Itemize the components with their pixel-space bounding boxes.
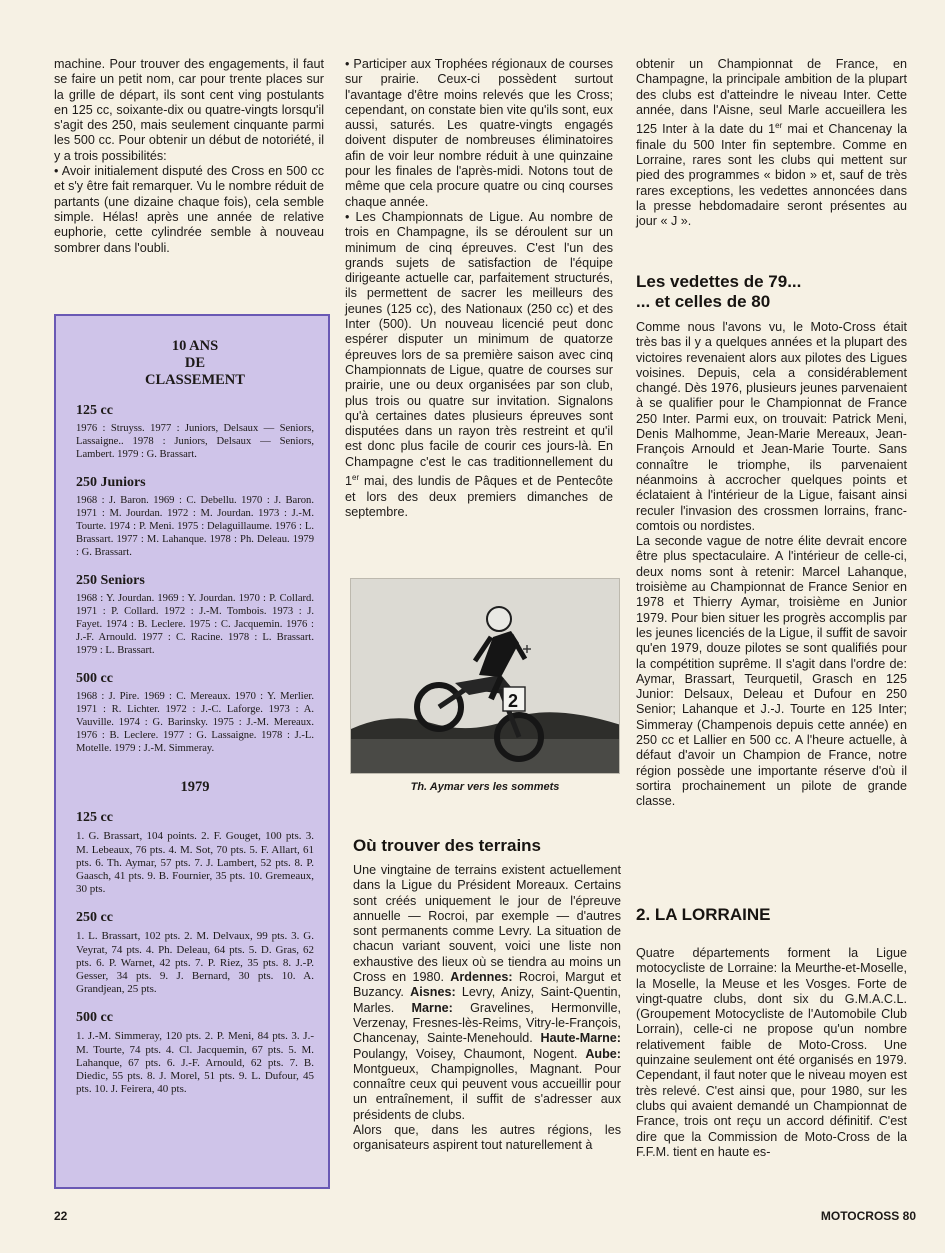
terrains-paragraph-2: Alors que, dans les autres régions, les organisateurs aspirent tout naturellement à	[353, 1123, 621, 1153]
lorraine-paragraph: Quatre départements forment la Ligue motocycliste de Lorraine: la Meurthe-et-Moselle, la Moselle, la Meuse et les Vosges. Forte de vingt-quatre clubs, dont six du G.M.A.C.L. (Groupement Motocycliste de l'Automobile Club Lorrain), celle-ci ne propose qu'un nombre relativement faible de Moto-Cross. Une quinzaine seulement ont été organisés en 1979. Cependant, il faut noter que le niveau moyen est très relevé. C'est ainsi que, pour 1980, sur les clubs qui avaient demandé un Championnat de France, trois ont reçu un accord définitif. C'est dire que la Commission de Moto-Cross de la F.F.M. tient en haute es-	[636, 946, 907, 1159]
results-heading-250: 250 cc	[76, 910, 113, 926]
results-entry-500: 1. J.-M. Simmeray, 120 pts. 2. P. Meni, 84 pts. 3. J.-M. Tourte, 74 pts. 4. Cl. Jacquemin, 67 pts. 5. M. Lahanque, 67 pts. 6. J.-F. Arnould, 62 pts. 7. B. Diedic, 55 pts. 8. J. Morel, 51 pts. 9. L. Dufour, 45 pts. 10. J. Feirera, 40 pts.	[76, 1030, 314, 1096]
results-heading-125: 125 cc	[76, 810, 113, 826]
results-entry-250: 1. L. Brassart, 102 pts. 2. M. Delvaux, 99 pts. 3. G. Veyrat, 74 pts. 4. Ph. Deleau, 64 pts. 5. D. Gras, 62 pts. 6. P. Warnet, 42 pts. 7. P. Riez, 35 pts. 8. J.-P. Gesser, 34 pts. 9. J. Bernard, 30 pts. 10. A. Grandjean, 25 pts.	[76, 930, 314, 996]
bullet-championnats-ligue: • Les Championnats de Ligue. Au nombre de trois en Champagne, ils se déroulent sur un minimum de cinq épreuves. C'est l'un des grands sujets de satisfaction de l'équipe dirigeante actuelle car, parfaitement structurés, ils permettent de sacrer les meilleurs des jeunes (125 cc), des Nationaux (250 cc) et des Inter (500). Un nouveau licencié peut donc espérer disputer un minimum de quatorze épreuves lors de sa première saison avec cinq Championnats de Ligue, quatre de courses sur prairie, une ou deux organisées par son club, plus trois ou quatre sur invitation. Signalons qu'à certaines dates plusieurs épreuves sont disputées dans un rayon très restreint et qu'il est donc plus facile de courir ces jours-là. En Champagne c'est le cas traditionnellement du 1er mai, des lundis de Pâques et de Pentecôte et lors des deux premiers dimanches de septembre.	[345, 209, 613, 519]
bullet-trophees: • Participer aux Trophées régionaux de courses sur prairie. Ceux-ci possèdent surtout l'avantage d'être moins relevés que les Cross; cependant, on constate bien vite qu'ils sont, eux aussi, saturés. Les quatre-vingts engagés doivent disputer de nombreuses éliminatoires afin de voir leur nombre réduit à une quinzaine pour les finales de l'après-midi. Notons tout de même que cela procure quatre ou cinq courses chaque année.	[345, 57, 613, 209]
lorraine-heading: 2. LA LORRAINE	[636, 905, 771, 924]
column-3-text	[636, 57, 907, 229]
results-year-title: 1979	[180, 779, 210, 796]
history-heading-250-seniors: 250 Seniors	[76, 573, 145, 589]
history-heading-125: 125 cc	[76, 403, 113, 418]
history-heading-250-juniors: 250 Juniors	[76, 475, 146, 491]
page-number: 22	[54, 1209, 68, 1223]
column-1-text	[54, 57, 324, 256]
history-entry-250-juniors: 1968 : J. Baron. 1969 : C. Debellu. 1970 : J. Baron. 1971 : M. Jourdan. 1972 : M. Jourdan. 1973 : J.-M. Tourte. 1974 : P. Meni. 1975 : Delaguillaume. 1976 : L. Brassart. 1977 : M. Lahanque. 1978 : Ph. Deleau. 1979 : G. Brassart.	[76, 495, 314, 558]
vedettes-paragraph-2: La seconde vague de notre élite devrait encore être plus spectaculaire. A l'intérieur de celle-ci, deux noms sont à retenir: Marcel Lahanque, troisième au Championnat de France Senior en 1978 et Thierry Aymar, troisième en Junior 1979. Pour bien situer les progrès accomplis par les jeunes licenciés de la Ligue, il suffit de savoir qu'en 1979, douze pilotes se sont qualifiés pour la compétition suprême. Il s'agit dans l'ordre de: Aymar, Brassart, Teurquetil, Grasch en 125 Junior: Delsaux, Deleau et Dufour en 250 Senior; Lahanque et J.-J. Tourte en 125 Inter; Simmeray (Champenois depuis cette année) en 250 cc et Lallier en 500 cc. A l'heure actuelle, à défaut d'avoir un Champion de France, notre région possède une importante réserve d'où il sortira prochainement un pilote de grande classe.	[636, 534, 907, 809]
terrains-heading: Où trouver des terrains	[353, 836, 542, 855]
photo-caption: Th. Aymar vers les sommets	[410, 781, 560, 793]
vedettes-section	[636, 272, 907, 810]
motocross-jump-illustration	[351, 579, 620, 774]
history-entry-250-seniors: 1968 : Y. Jourdan. 1969 : Y. Jourdan. 1970 : P. Collard. 1971 : P. Collard. 1972 : J.-M. Tombois. 1973 : J. Fayet. 1974 : B. Leclere. 1975 : C. Jacquemin. 1976 : J.-F. Arnould. 1977 : C. Racine. 1978 : L. Brassart. 1979 : L. Brassart.	[76, 593, 314, 656]
sidebar-title: 10 ANS DE CLASSEMENT	[145, 338, 245, 388]
history-entry-125: 1976 : Struyss. 1977 : Juniors, Delsaux — Seniors, Lassaigne.. 1978 : Juniors, Delsaux — Seniors, Lambert. 1979 : G. Brassart.	[76, 423, 314, 460]
results-entry-125: 1. G. Brassart, 104 points. 2. F. Gouget, 100 pts. 3. M. Lebeaux, 76 pts. 4. M. Sot, 70 pts. 5. F. Allart, 61 pts. 6. Th. Aymar, 57 pts. 7. J. Lambert, 52 pts. 8. P. Gaasch, 41 pts. 9. B. Fournier, 35 pts. 10. Gremeaux, 30 pts.	[76, 830, 314, 896]
lorraine-section	[636, 905, 907, 1160]
vedettes-paragraph-1: Comme nous l'avons vu, le Moto-Cross était très bas il y a quelques années et la plupart des victoires revenaient alors aux pilotes des Ligues voisines. Depuis, cela a considérablement changé. Dès 1976, plusieurs jeunes parvenaient à se qualifier pour le Championnat de France 250 Inter. Parmi eux, on trouvait: Patrick Meni, Denis Malhomme, Jean-Marie Mereaux, Jean-François Arnould et Jean-Marie Tourte. Sans connaître le triomphe, ils parvenaient néanmoins à accrocher quelques points et éclataient à l'intérieur de la Ligue, faisant ainsi reculer l'invasion des crossmen lorrains, franc-comtois ou nordistes.	[636, 320, 907, 533]
motocross-photo	[350, 578, 620, 774]
history-entry-500: 1968 : J. Pire. 1969 : C. Mereaux. 1970 : Y. Merlier. 1971 : R. Lichter. 1972 : J.-C. Laforge. 1973 : A. Vauville. 1974 : G. Barinsky. 1975 : J.-M. Mereaux. 1976 : B. Leclere. 1977 : G. Lassaigne. 1978 : J.-L. Motelle. 1979 : J.-M. Simmeray.	[76, 691, 314, 754]
vedettes-heading: Les vedettes de 79... ... et celles de 80	[636, 272, 802, 311]
magazine-name: MOTOCROSS 80	[820, 1209, 916, 1223]
results-heading-500: 500 cc	[76, 1010, 113, 1026]
column-2-text	[345, 57, 613, 520]
terrains-section	[353, 836, 621, 1154]
terrains-paragraph: Une vingtaine de terrains existent actuellement dans la Ligue du Président Moreaux. Certains sont créés uniquement le jour de l'épreuve annuelle — Rocroi, par exemple — d'autres sont permanents comme Levry. La situation de chacun variant souvent, voici une liste non exhaustive des lieux où se tiendra au moins un Cross en 1980. Ardennes: Rocroi, Margut et Buzancy. Aisnes: Levry, Anizy, Saint-Quentin, Marles. Marne: Gravelines, Hermonville, Verzenay, Fresnes-lès-Reims, Vitry-le-François, Chancenay, Sainte-Menehould. Haute-Marne: Poulangy, Voisey, Chaumont, Nogent. Aube: Montgueux, Champignolles, Magnant. Pour connaître ceux qui peuvent vous accueillir pour un entraînement, il suffit de s'adresser aux présidents de clubs.	[353, 863, 622, 1122]
championnat-paragraph: obtenir un Championnat de France, en Champagne, la principale ambition de la plupart des clubs est d'atteindre le niveau Inter. Cette année, dans l'Aisne, seul Marle accueillera les 125 Inter à la date du 1er mai et Chancenay la finale du 500 Inter fin septembre. Comme en Lorraine, rares sont les clubs qui mettent sur pied des programmes « bidon » et, sauf de très rares exceptions, les vedettes annoncées dans la presse hebdomadaire seront présentes au jour « J ».	[636, 57, 907, 229]
classement-sidebar	[54, 314, 330, 1189]
intro-paragraph: machine. Pour trouver des engagements, il faut se faire un petit nom, car pour trente places sur la grille de départ, ils sont cent ving postulants en 125 cc, soixante-dix ou quatre-vingts lorsqu'il s'agit des 250, mais seulement cinquante parmi les 500 cc. Pour obtenir un début de notoriété, il y a trois possibilités:	[54, 57, 324, 163]
bullet-cross-500: • Avoir initialement disputé des Cross en 500 cc et s'y être fait remarquer. Vu le nombre réduit de partants (une dizaine chaque fois), cela semble simple. Hélas! après une année de relative euphorie, cette cylindrée semble à nouveau sombrer dans l'oubli.	[54, 164, 324, 255]
history-heading-500: 500 cc	[76, 671, 113, 687]
race-number: 2	[508, 691, 519, 711]
